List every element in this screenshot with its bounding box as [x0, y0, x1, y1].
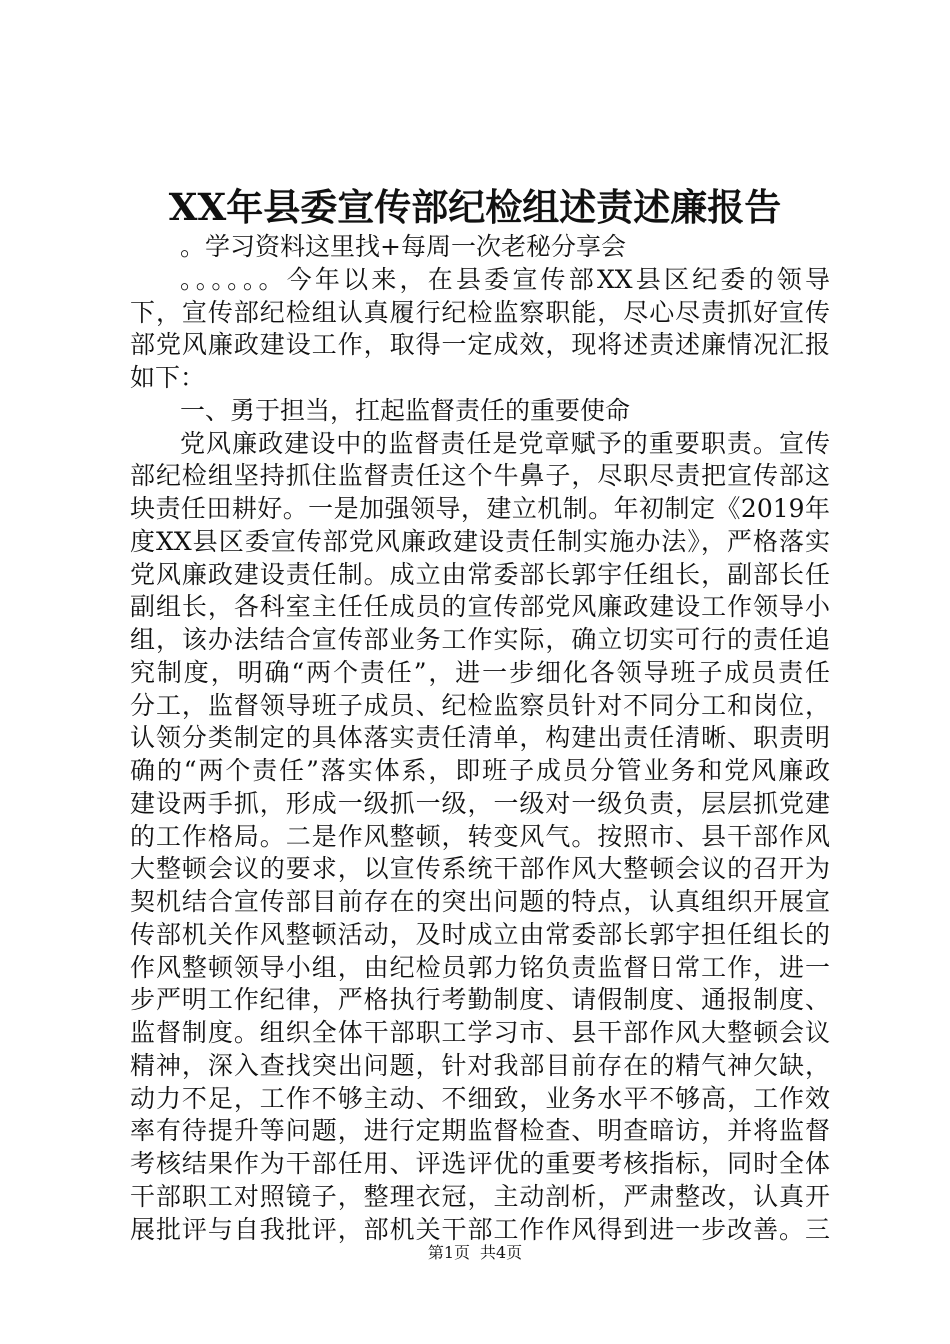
- text-line: 监督制度。组织全体干部职工学习市、县干部作风大整顿会议: [130, 1018, 830, 1047]
- document-title: XX年县委宣传部纪检组述责述廉报告: [168, 185, 782, 229]
- text-line: 认领分类制定的具体落实责任清单，构建出责任清晰、职责明: [130, 723, 830, 753]
- text-line: 的工作格局。二是作风整顿，转变风气。按照市、县干部作风: [130, 821, 830, 851]
- text-line: 率有待提升等问题，进行定期监督检查、明查暗访，并将监督: [130, 1116, 830, 1146]
- text-line: 部党风廉政建设工作，取得一定成效，现将述责述廉情况汇报: [130, 330, 830, 360]
- text-line: 部纪检组坚持抓住监督责任这个牛鼻子，尽职尽责把宣传部这: [130, 461, 830, 491]
- text-line: 建设两手抓，形成一级抓一级，一级对一级负责，层层抓党建: [130, 788, 830, 818]
- text-line: 究制度，明确“两个责任”，进一步细化各领导班子成员责任: [130, 657, 830, 687]
- document-body: [130, 231, 830, 1246]
- text-line: 展批评与自我批评，部机关干部工作作风得到进一步改善。三: [130, 1214, 830, 1244]
- text-line: 确的“两个责任”落实体系，即班子成员分管业务和党风廉政: [130, 756, 830, 785]
- text-line: 契机结合宣传部目前存在的突出问题的特点，认真组织开展宣: [130, 887, 830, 916]
- text-line: 考核结果作为干部任用、评选评优的重要考核指标，同时全体: [130, 1149, 830, 1178]
- text-line: 下，宣传部纪检组认真履行纪检监察职能，尽心尽责抓好宣传: [130, 297, 830, 327]
- text-line: 。学习资料这里找+每周一次老秘分享会: [180, 232, 626, 261]
- text-line: 动力不足，工作不够主动、不细致，业务水平不够高，工作效: [130, 1083, 830, 1113]
- text-line: 传部机关作风整顿活动，及时成立由常委部长郭宇担任组长的: [130, 919, 830, 949]
- text-line: 副组长，各科室主任任成员的宣传部党风廉政建设工作领导小: [130, 592, 830, 622]
- text-line: 一、勇于担当，扛起监督责任的重要使命: [180, 395, 631, 425]
- text-line: 分工，监督领导班子成员、纪检监察员针对不同分工和岗位，: [130, 690, 830, 720]
- text-line: 组，该办法结合宣传部业务工作实际，确立切实可行的责任追: [130, 625, 830, 654]
- page-number: 第1页: [427, 1243, 470, 1262]
- text-line: 精神，深入查找突出问题，针对我部目前存在的精气神欠缺，: [130, 1050, 830, 1080]
- text-line: 。。。。。。今年以来，在县委宣传部XX县区纪委的领导: [180, 264, 830, 294]
- page-footer: [0, 1241, 950, 1265]
- text-line: 如下：: [130, 363, 206, 392]
- text-line: 大整顿会议的要求，以宣传系统干部作风大整顿会议的召开为: [130, 854, 830, 884]
- text-line: 度XX县区委宣传部党风廉政建设责任制实施办法》，严格落实: [130, 526, 830, 556]
- text-line: 作风整顿领导小组，由纪检员郭力铭负责监督日常工作，进一: [130, 952, 830, 982]
- text-line: 干部职工对照镜子，整理衣冠，主动剖析，严肃整改，认真开: [130, 1181, 830, 1211]
- text-line: 步严明工作纪律，严格执行考勤制度、请假制度、通报制度、: [130, 985, 830, 1015]
- text-line: 党风廉政建设中的监督责任是党章赋予的重要职责。宣传: [180, 428, 830, 458]
- text-line: 党风廉政建设责任制。成立由常委部长郭宇任组长，副部长任: [130, 559, 830, 589]
- page-total: 共4页: [480, 1243, 523, 1262]
- text-line: 块责任田耕好。一是加强领导，建立机制。年初制定《2019年: [130, 494, 830, 523]
